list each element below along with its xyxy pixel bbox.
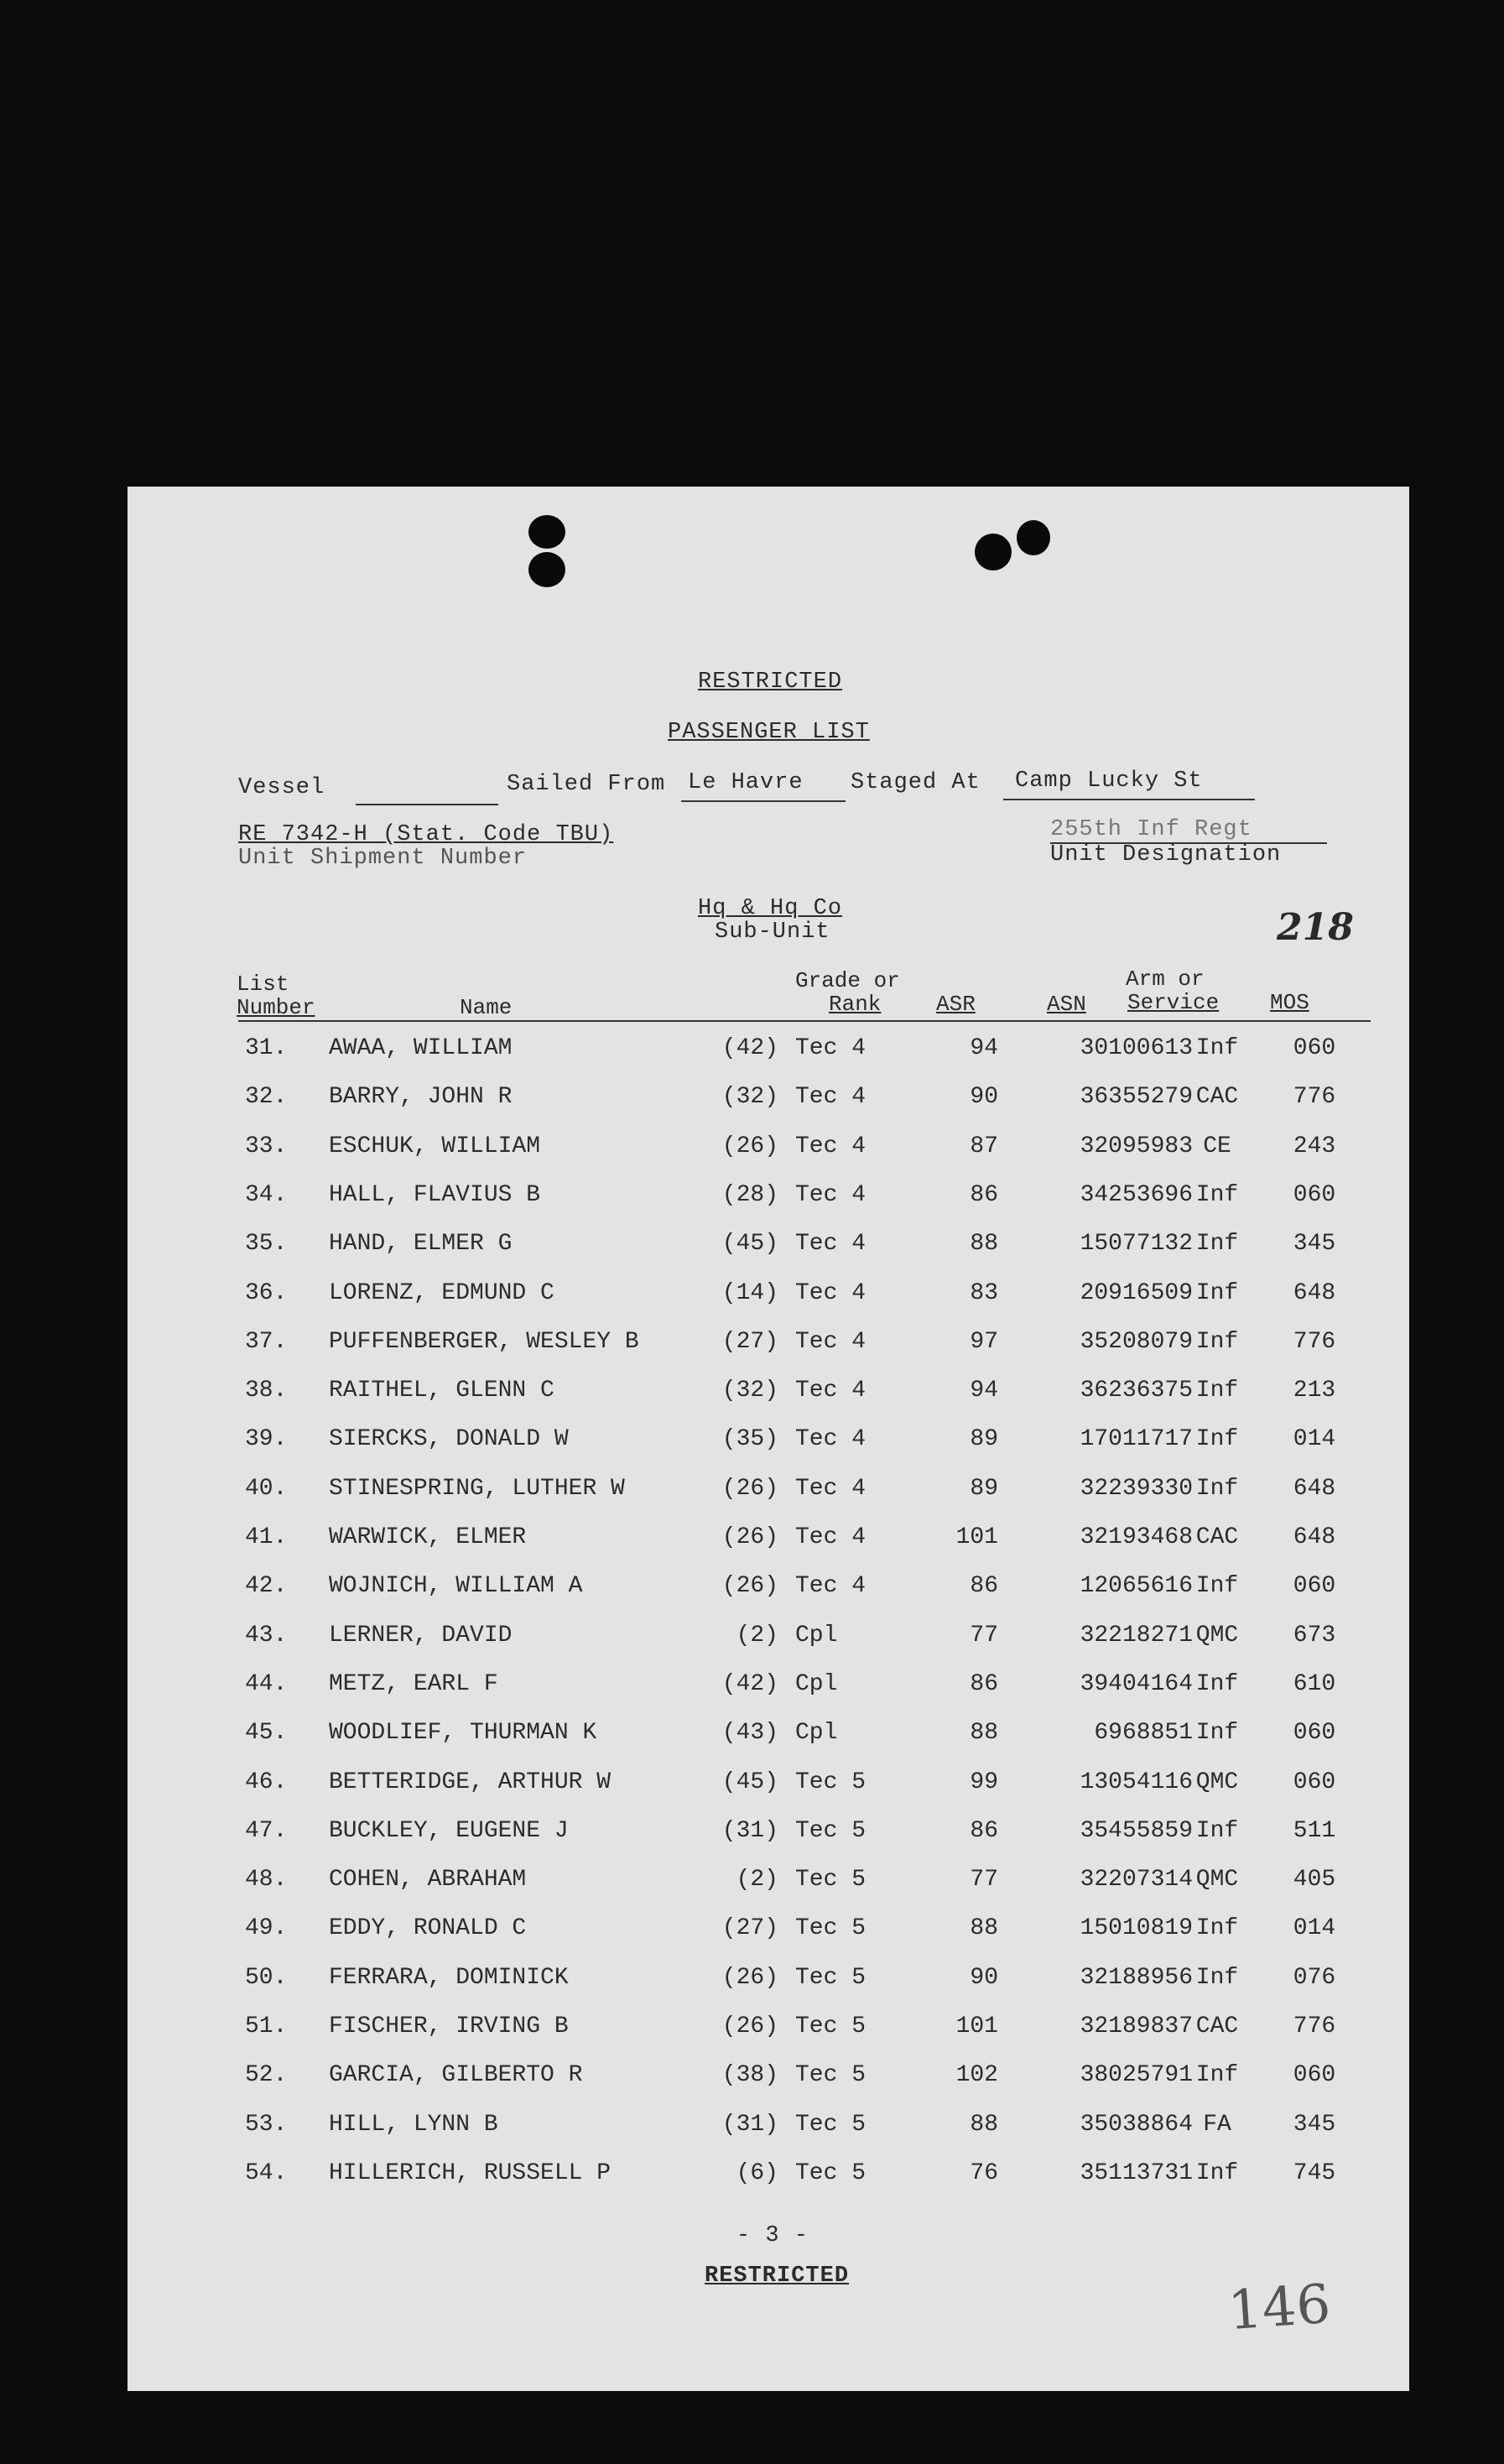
- arm-or-service: CAC: [1195, 1084, 1239, 1111]
- list-number: 41.: [245, 1524, 288, 1550]
- list-number: 52.: [245, 2062, 288, 2089]
- list-number: 31.: [245, 1035, 288, 1061]
- grade-rank: Tec 4: [795, 1181, 866, 1208]
- list-number: 49.: [245, 1915, 288, 1942]
- asr-score: 83: [970, 1279, 998, 1306]
- list-number: 53.: [245, 2111, 288, 2138]
- table-row: [128, 2112, 1409, 2145]
- mos-code: 014: [1293, 1915, 1336, 1942]
- list-number: 47.: [245, 1817, 288, 1844]
- punch-hole: [1017, 520, 1050, 555]
- col-head-rank: Rank: [829, 992, 882, 1017]
- asr-score: 86: [970, 1670, 998, 1697]
- age-code: (27): [721, 1328, 778, 1355]
- list-number: 34.: [245, 1181, 288, 1208]
- arm-or-service: QMC: [1195, 1622, 1239, 1649]
- col-head-service: Service: [1127, 990, 1220, 1015]
- grade-rank: Tec 4: [795, 1231, 866, 1258]
- arm-or-service: Inf: [1195, 2062, 1239, 2089]
- passenger-name: EDDY, RONALD C: [329, 1915, 527, 1942]
- table-row: [128, 1378, 1409, 1411]
- unit-designation-value: 255th Inf Regt: [1050, 817, 1252, 842]
- asr-score: 88: [970, 2111, 998, 2138]
- list-number: 42.: [245, 1573, 288, 1600]
- asr-score: 77: [970, 1867, 998, 1894]
- age-code: (31): [721, 1817, 778, 1844]
- restricted-footer: RESTRICTED: [705, 2263, 850, 2289]
- army-serial-number: 36355279: [1080, 1084, 1193, 1111]
- mos-code: 060: [1293, 1035, 1336, 1061]
- passenger-name: PUFFENBERGER, WESLEY B: [329, 1328, 639, 1355]
- arm-or-service: Inf: [1195, 1475, 1239, 1502]
- col-head-arm-or: Arm or: [1126, 966, 1205, 992]
- arm-or-service: CAC: [1195, 1524, 1239, 1550]
- list-number: 39.: [245, 1426, 288, 1453]
- army-serial-number: 15010819: [1080, 1915, 1193, 1942]
- mos-code: 243: [1293, 1133, 1336, 1159]
- mos-code: 648: [1293, 1524, 1336, 1550]
- handwritten-page-number: 146: [1226, 2273, 1333, 2343]
- army-serial-number: 35208079: [1080, 1328, 1193, 1355]
- army-serial-number: 35113731: [1080, 2159, 1193, 2186]
- passenger-name: LORENZ, EDMUND C: [329, 1279, 554, 1306]
- grade-rank: Tec 5: [795, 1867, 866, 1894]
- mos-code: 648: [1293, 1279, 1336, 1306]
- arm-or-service: CE: [1203, 1133, 1231, 1159]
- army-serial-number: 32218271: [1080, 1622, 1193, 1649]
- table-row: [128, 2013, 1409, 2047]
- passenger-name: SIERCKS, DONALD W: [329, 1426, 569, 1453]
- shipment-number-value: RE 7342-H (Stat. Code TBU): [238, 822, 614, 847]
- grade-rank: Tec 5: [795, 2111, 866, 2138]
- army-serial-number: 17011717: [1080, 1426, 1193, 1453]
- age-code: (2): [736, 1867, 778, 1894]
- asr-score: 102: [955, 2062, 998, 2089]
- list-number: 33.: [245, 1133, 288, 1159]
- army-serial-number: 32239330: [1080, 1475, 1193, 1502]
- age-code: (6): [736, 2159, 778, 2186]
- army-serial-number: 6968851: [1094, 1720, 1193, 1747]
- army-serial-number: 32188956: [1080, 1964, 1193, 1991]
- age-code: (38): [721, 2062, 778, 2089]
- asr-score: 86: [970, 1181, 998, 1208]
- asr-score: 86: [970, 1573, 998, 1600]
- asr-score: 94: [970, 1378, 998, 1404]
- table-row: [128, 1671, 1409, 1705]
- army-serial-number: 32193468: [1080, 1524, 1193, 1550]
- table-row: [128, 1280, 1409, 1314]
- mos-code: 213: [1293, 1378, 1336, 1404]
- arm-or-service: QMC: [1195, 1769, 1239, 1795]
- col-head-asn: ASN: [1047, 992, 1086, 1017]
- passenger-name: FERRARA, DOMINICK: [329, 1964, 569, 1991]
- table-row: [128, 1818, 1409, 1852]
- mos-code: 076: [1293, 1964, 1336, 1991]
- table-row: [128, 1084, 1409, 1117]
- list-number: 36.: [245, 1279, 288, 1306]
- mos-code: 014: [1293, 1426, 1336, 1453]
- asr-score: 89: [970, 1475, 998, 1502]
- asr-score: 88: [970, 1720, 998, 1747]
- passenger-name: AWAA, WILLIAM: [329, 1035, 513, 1061]
- asr-score: 87: [970, 1133, 998, 1159]
- asr-score: 86: [970, 1817, 998, 1844]
- shipment-number-label: Unit Shipment Number: [238, 846, 528, 871]
- list-number: 51.: [245, 2013, 288, 2039]
- col-head-number: Number: [237, 995, 315, 1020]
- mos-code: 745: [1293, 2159, 1336, 2186]
- grade-rank: Tec 4: [795, 1426, 866, 1453]
- table-row: [128, 1476, 1409, 1509]
- table-row: [128, 1965, 1409, 1998]
- age-code: (26): [721, 1573, 778, 1600]
- passenger-name: WOODLIEF, THURMAN K: [329, 1720, 597, 1747]
- passenger-name: RAITHEL, GLENN C: [329, 1378, 554, 1404]
- passenger-name: GARCIA, GILBERTO R: [329, 2062, 583, 2089]
- grade-rank: Tec 5: [795, 2159, 866, 2186]
- passenger-name: WOJNICH, WILLIAM A: [329, 1573, 583, 1600]
- list-number: 50.: [245, 1964, 288, 1991]
- asr-score: 101: [955, 2013, 998, 2039]
- list-number: 37.: [245, 1328, 288, 1355]
- passenger-name: WARWICK, ELMER: [329, 1524, 527, 1550]
- mos-code: 060: [1293, 1181, 1336, 1208]
- list-number: 44.: [245, 1670, 288, 1697]
- mos-code: 345: [1293, 1231, 1336, 1258]
- arm-or-service: Inf: [1195, 1573, 1239, 1600]
- grade-rank: Tec 4: [795, 1133, 866, 1159]
- age-code: (32): [721, 1378, 778, 1404]
- army-serial-number: 20916509: [1080, 1279, 1193, 1306]
- arm-or-service: FA: [1203, 2111, 1231, 2138]
- arm-or-service: Inf: [1195, 1670, 1239, 1697]
- grade-rank: Tec 4: [795, 1084, 866, 1111]
- asr-score: 77: [970, 1622, 998, 1649]
- staged-at-value: Camp Lucky St: [1015, 768, 1203, 794]
- mos-code: 776: [1293, 1084, 1336, 1111]
- passenger-name: HILL, LYNN B: [329, 2111, 498, 2138]
- list-number: 43.: [245, 1622, 288, 1649]
- grade-rank: Tec 4: [795, 1573, 866, 1600]
- col-head-list: List: [237, 972, 289, 997]
- table-row: [128, 1769, 1409, 1803]
- mos-code: 405: [1293, 1867, 1336, 1894]
- punch-hole: [975, 534, 1012, 570]
- table-row: [128, 1329, 1409, 1362]
- table-row: [128, 1133, 1409, 1167]
- col-head-name: Name: [460, 995, 513, 1020]
- age-code: (32): [721, 1084, 778, 1111]
- grade-rank: Tec 5: [795, 2062, 866, 2089]
- table-row: [128, 1182, 1409, 1216]
- list-number: 32.: [245, 1084, 288, 1111]
- arm-or-service: Inf: [1195, 1720, 1239, 1747]
- passenger-name: METZ, EARL F: [329, 1670, 498, 1697]
- vessel-field-line: [356, 804, 498, 805]
- sub-unit-value: Hq & Hq Co: [698, 896, 843, 921]
- grade-rank: Tec 5: [795, 1769, 866, 1795]
- arm-or-service: Inf: [1195, 1817, 1239, 1844]
- grade-rank: Tec 4: [795, 1328, 866, 1355]
- age-code: (45): [721, 1769, 778, 1795]
- age-code: (31): [721, 2111, 778, 2138]
- asr-score: 88: [970, 1231, 998, 1258]
- vessel-label: Vessel: [238, 775, 325, 800]
- restricted-heading: RESTRICTED: [698, 669, 843, 695]
- table-row: [128, 1231, 1409, 1264]
- passenger-name: HALL, FLAVIUS B: [329, 1181, 541, 1208]
- passenger-name: COHEN, ABRAHAM: [329, 1867, 527, 1894]
- army-serial-number: 13054116: [1080, 1769, 1193, 1795]
- table-row: [128, 1035, 1409, 1069]
- table-row: [128, 2062, 1409, 2096]
- table-row: [128, 1720, 1409, 1753]
- arm-or-service: Inf: [1195, 2159, 1239, 2186]
- mos-code: 345: [1293, 2111, 1336, 2138]
- passenger-name: LERNER, DAVID: [329, 1622, 513, 1649]
- asr-score: 76: [970, 2159, 998, 2186]
- age-code: (26): [721, 1964, 778, 1991]
- mos-code: 060: [1293, 1769, 1336, 1795]
- army-serial-number: 32189837: [1080, 2013, 1193, 2039]
- sailed-from-label: Sailed From: [507, 772, 666, 797]
- army-serial-number: 39404164: [1080, 1670, 1193, 1697]
- passenger-name: ESCHUK, WILLIAM: [329, 1133, 541, 1159]
- mos-code: 060: [1293, 1573, 1336, 1600]
- grade-rank: Tec 4: [795, 1378, 866, 1404]
- arm-or-service: Inf: [1195, 1181, 1239, 1208]
- col-head-asr: ASR: [936, 992, 976, 1017]
- staged-at-label: Staged At: [851, 770, 981, 795]
- army-serial-number: 38025791: [1080, 2062, 1193, 2089]
- asr-score: 89: [970, 1426, 998, 1453]
- staged-at-line: [1003, 799, 1255, 800]
- asr-score: 97: [970, 1328, 998, 1355]
- col-head-mos: MOS: [1270, 990, 1309, 1015]
- passenger-name: BETTERIDGE, ARTHUR W: [329, 1769, 611, 1795]
- grade-rank: Cpl: [795, 1622, 838, 1649]
- page-number: - 3 -: [736, 2223, 809, 2248]
- sub-unit-label: Sub-Unit: [715, 919, 830, 945]
- table-row: [128, 1623, 1409, 1656]
- asr-score: 101: [955, 1524, 998, 1550]
- mos-code: 648: [1293, 1475, 1336, 1502]
- table-row: [128, 1915, 1409, 1949]
- army-serial-number: 34253696: [1080, 1181, 1193, 1208]
- arm-or-service: Inf: [1195, 1279, 1239, 1306]
- passenger-name: BARRY, JOHN R: [329, 1084, 513, 1111]
- document-page: [128, 487, 1409, 2391]
- list-number: 54.: [245, 2159, 288, 2186]
- list-number: 45.: [245, 1720, 288, 1747]
- col-head-grade-or: Grade or: [795, 968, 900, 993]
- mos-code: 060: [1293, 1720, 1336, 1747]
- asr-score: 90: [970, 1084, 998, 1111]
- list-number: 40.: [245, 1475, 288, 1502]
- asr-score: 90: [970, 1964, 998, 1991]
- arm-or-service: Inf: [1195, 1964, 1239, 1991]
- table-row: [128, 1573, 1409, 1607]
- grade-rank: Tec 5: [795, 1915, 866, 1942]
- grade-rank: Tec 5: [795, 1964, 866, 1991]
- passenger-name: FISCHER, IRVING B: [329, 2013, 569, 2039]
- army-serial-number: 32095983: [1080, 1133, 1193, 1159]
- passenger-name: STINESPRING, LUTHER W: [329, 1475, 625, 1502]
- grade-rank: Tec 4: [795, 1035, 866, 1061]
- page-stamp-number: 218: [1277, 906, 1354, 949]
- arm-or-service: CAC: [1195, 2013, 1239, 2039]
- passenger-name: HILLERICH, RUSSELL P: [329, 2159, 611, 2186]
- age-code: (42): [721, 1035, 778, 1061]
- age-code: (26): [721, 1524, 778, 1550]
- army-serial-number: 30100613: [1080, 1035, 1193, 1061]
- asr-score: 88: [970, 1915, 998, 1942]
- passenger-name: BUCKLEY, EUGENE J: [329, 1817, 569, 1844]
- arm-or-service: Inf: [1195, 1035, 1239, 1061]
- grade-rank: Tec 4: [795, 1279, 866, 1306]
- army-serial-number: 32207314: [1080, 1867, 1193, 1894]
- army-serial-number: 35038864: [1080, 2111, 1193, 2138]
- grade-rank: Cpl: [795, 1670, 838, 1697]
- mos-code: 673: [1293, 1622, 1336, 1649]
- table-row: [128, 1426, 1409, 1460]
- age-code: (26): [721, 1133, 778, 1159]
- army-serial-number: 35455859: [1080, 1817, 1193, 1844]
- grade-rank: Cpl: [795, 1720, 838, 1747]
- header-rule: [238, 1020, 1371, 1022]
- age-code: (26): [721, 1475, 778, 1502]
- age-code: (28): [721, 1181, 778, 1208]
- mos-code: 610: [1293, 1670, 1336, 1697]
- table-row: [128, 1524, 1409, 1558]
- grade-rank: Tec 4: [795, 1524, 866, 1550]
- table-row: [128, 1867, 1409, 1900]
- sailed-from-value: Le Havre: [688, 770, 804, 795]
- list-number: 46.: [245, 1769, 288, 1795]
- document-title: PASSENGER LIST: [668, 720, 870, 745]
- age-code: (26): [721, 2013, 778, 2039]
- mos-code: 776: [1293, 1328, 1336, 1355]
- army-serial-number: 36236375: [1080, 1378, 1193, 1404]
- arm-or-service: Inf: [1195, 1328, 1239, 1355]
- list-number: 38.: [245, 1378, 288, 1404]
- army-serial-number: 12065616: [1080, 1573, 1193, 1600]
- arm-or-service: Inf: [1195, 1378, 1239, 1404]
- age-code: (14): [721, 1279, 778, 1306]
- age-code: (35): [721, 1426, 778, 1453]
- unit-designation-label: Unit Designation: [1050, 842, 1282, 867]
- age-code: (42): [721, 1670, 778, 1697]
- age-code: (2): [736, 1622, 778, 1649]
- sailed-from-line: [681, 800, 846, 802]
- mos-code: 060: [1293, 2062, 1336, 2089]
- table-row: [128, 2160, 1409, 2194]
- army-serial-number: 15077132: [1080, 1231, 1193, 1258]
- arm-or-service: Inf: [1195, 1426, 1239, 1453]
- age-code: (45): [721, 1231, 778, 1258]
- arm-or-service: Inf: [1195, 1915, 1239, 1942]
- grade-rank: Tec 5: [795, 1817, 866, 1844]
- arm-or-service: Inf: [1195, 1231, 1239, 1258]
- grade-rank: Tec 5: [795, 2013, 866, 2039]
- asr-score: 99: [970, 1769, 998, 1795]
- age-code: (43): [721, 1720, 778, 1747]
- asr-score: 94: [970, 1035, 998, 1061]
- mos-code: 776: [1293, 2013, 1336, 2039]
- age-code: (27): [721, 1915, 778, 1942]
- punch-hole: [528, 515, 565, 549]
- passenger-name: HAND, ELMER G: [329, 1231, 513, 1258]
- list-number: 48.: [245, 1867, 288, 1894]
- mos-code: 511: [1293, 1817, 1336, 1844]
- punch-hole: [528, 552, 565, 587]
- arm-or-service: QMC: [1195, 1867, 1239, 1894]
- grade-rank: Tec 4: [795, 1475, 866, 1502]
- list-number: 35.: [245, 1231, 288, 1258]
